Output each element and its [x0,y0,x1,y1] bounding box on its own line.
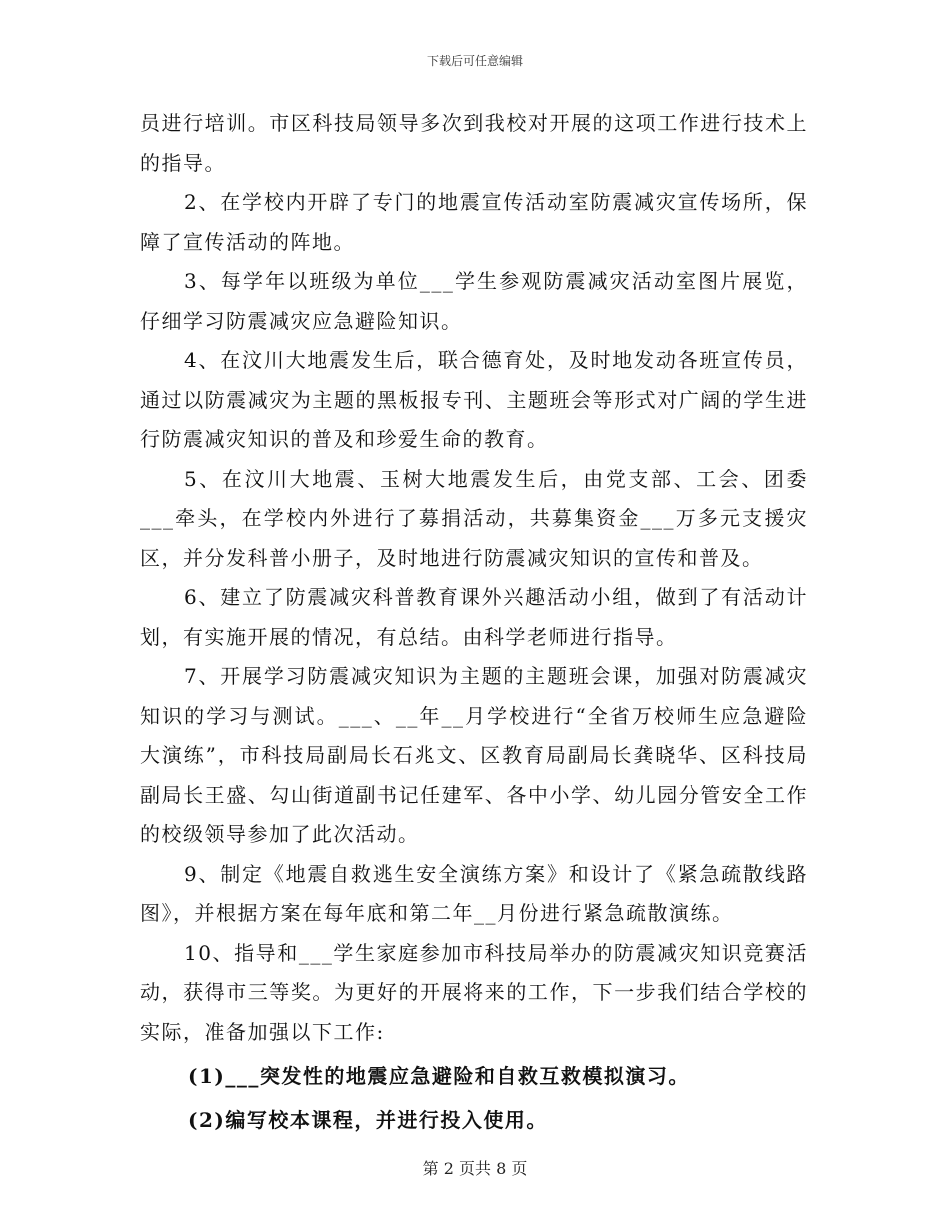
paragraph-item-4: 4、在汶川大地震发生后，联合德育处，及时地发动各班宣传员，通过以防震减灾为主题的黑板报专刊、主题班会等形式对广阔的学生进行防震减灾知识的普及和珍爱生命的教育。 [140,348,808,451]
paragraph-item-9: 9、制定《地震自救逃生安全演练方案》和设计了《紧急疏散线路图》，并根据方案在每年底和第二年__月份进行紧急疏散演练。 [140,861,808,925]
paragraph-item-7: 7、开展学习防震减灾知识为主题的主题班会课，加强对防震减灾知识的学习与测试。___、__年__月学校进行“全省万校师生应急避险大演练”，市科技局副局长石兆文、区教育局副局长龚晓华、区科技局副局长王盛、勾山街道副书记任建军、各中小学、幼儿园分管安全工作的校级领导参加了此次活动。 [140,664,808,846]
paragraph-item-3: 3、每学年以班级为单位___学生参观防震减灾活动室图片展览，仔细学习防震减灾应急避险知识。 [140,269,808,333]
bold-item-2: (2)编写校本课程，并进行投入使用。 [188,1108,548,1132]
paragraph-continuation: 员进行培训。市区科技局领导多次到我校对开展的这项工作进行技术上的指导。 [140,111,808,175]
paragraph-item-2: 2、在学校内开辟了专门的地震宣传活动室防震减灾宣传场所，保障了宣传活动的阵地。 [140,190,808,254]
paragraph-item-10: 10、指导和___学生家庭参加市科技局举办的防震减灾知识竞赛活动，获得市三等奖。为更好的开展将来的工作，下一步我们结合学校的实际，准备加强以下工作: [140,940,808,1044]
bold-item-1: (1)___突发性的地震应急避险和自救互救模拟演习。 [188,1064,690,1088]
paragraph-item-5: 5、在汶川大地震、玉树大地震发生后，由党支部、工会、团委___牵头，在学校内外进行了募捐活动，共募集资金___万多元支援灾区，并分发科普小册子，及时地进行防震减灾知识的宣传和普及。 [140,466,808,570]
page-footer: 第 2 页共 8 页 [422,1159,528,1178]
page-header: 下载后可任意编辑 [426,54,523,68]
paragraph-item-6: 6、建立了防震减灾科普教育课外兴趣活动小组，做到了有活动计划，有实施开展的情况，有总结。由科学老师进行指导。 [140,585,808,649]
document-body [140,104,808,1140]
